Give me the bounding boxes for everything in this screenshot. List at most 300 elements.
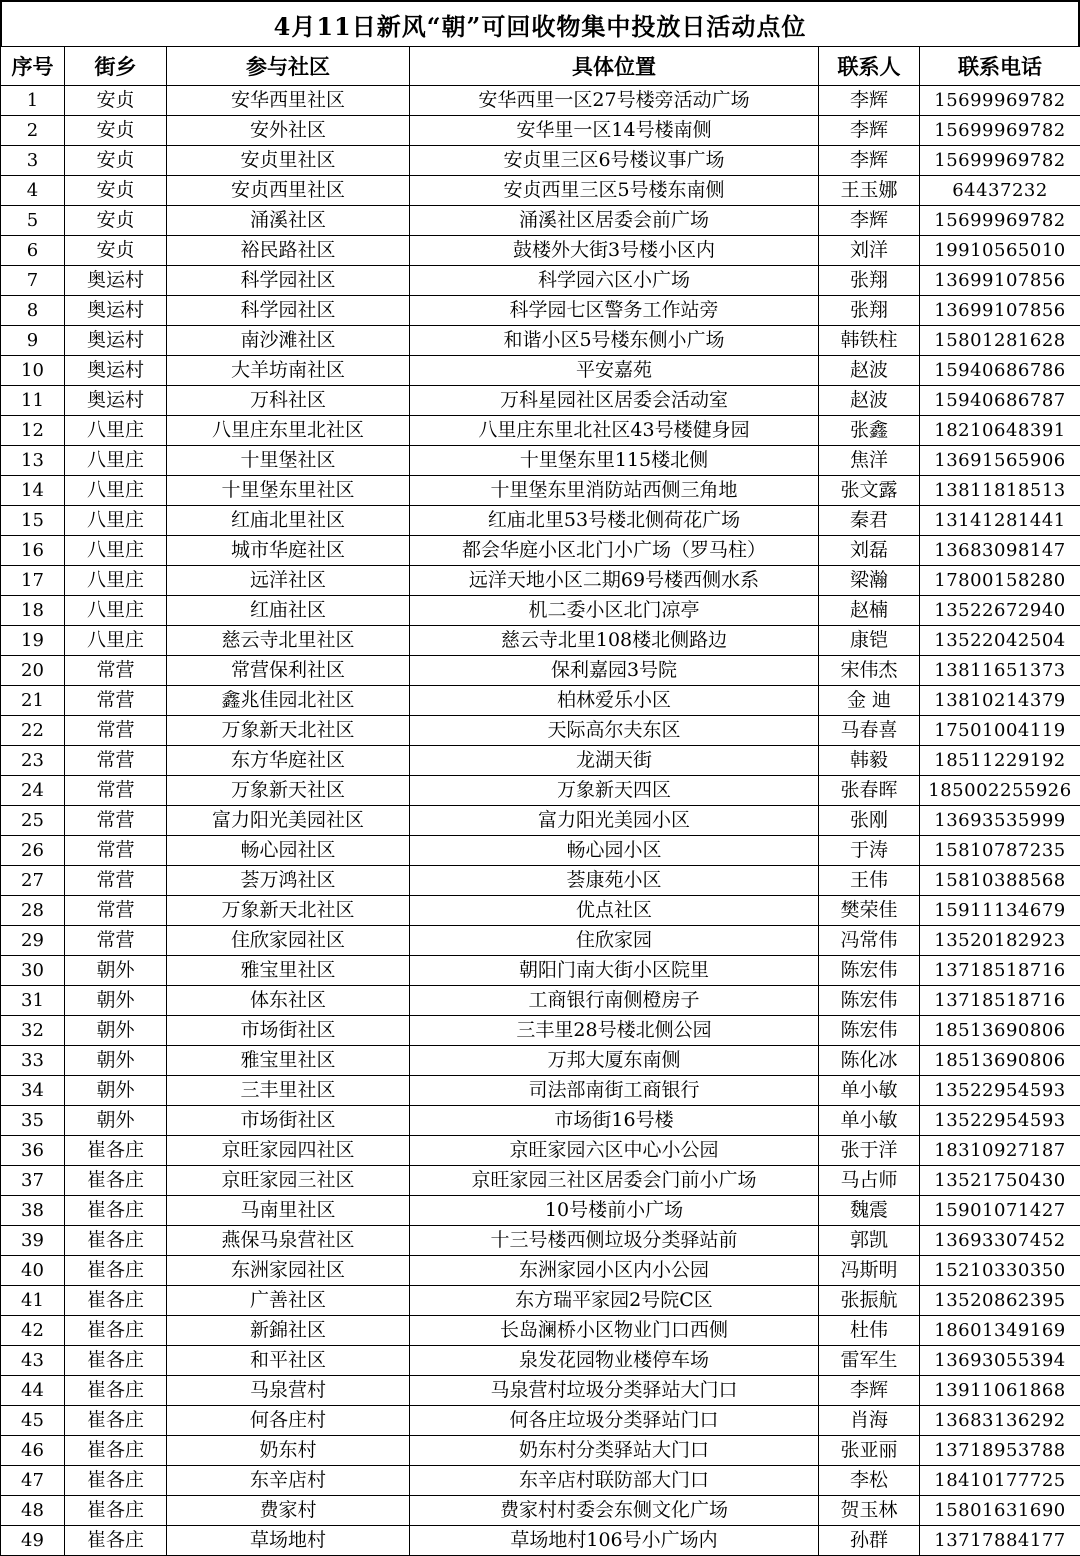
cell-location: 工商银行南侧橙房子 [410,986,819,1016]
cell-index: 14 [1,476,65,506]
table-row [1,956,1080,986]
table-row [1,1496,1080,1526]
cell-location: 费家村村委会东侧文化广场 [410,1496,819,1526]
cell-phone: 15699969782 [920,146,1080,176]
cell-location: 鼓楼外大街3号楼小区内 [410,236,819,266]
table-row [1,536,1080,566]
cell-community: 京旺家园四社区 [167,1136,410,1166]
header-contact: 联系人 [819,47,920,86]
cell-location: 机二委小区北门凉亭 [410,596,819,626]
cell-phone: 18310927187 [920,1136,1080,1166]
cell-contact: 韩毅 [819,746,920,776]
cell-street: 安贞 [65,116,167,146]
cell-index: 18 [1,596,65,626]
cell-phone: 13693055394 [920,1346,1080,1376]
cell-index: 6 [1,236,65,266]
table-row [1,206,1080,236]
cell-street: 常营 [65,716,167,746]
cell-community: 安贞里社区 [167,146,410,176]
cell-community: 东方华庭社区 [167,746,410,776]
table-row [1,1256,1080,1286]
header-phone: 联系电话 [920,47,1080,86]
cell-contact: 贺玉林 [819,1496,920,1526]
cell-street: 朝外 [65,1046,167,1076]
cell-phone: 18513690806 [920,1046,1080,1076]
cell-index: 41 [1,1286,65,1316]
cell-index: 40 [1,1256,65,1286]
table-row [1,986,1080,1016]
cell-phone: 13693307452 [920,1226,1080,1256]
cell-index: 13 [1,446,65,476]
cell-index: 32 [1,1016,65,1046]
cell-contact: 焦洋 [819,446,920,476]
cell-street: 崔各庄 [65,1466,167,1496]
cell-community: 万象新天北社区 [167,716,410,746]
table-row [1,146,1080,176]
cell-phone: 13520862395 [920,1286,1080,1316]
cell-index: 25 [1,806,65,836]
cell-contact: 杜伟 [819,1316,920,1346]
cell-street: 朝外 [65,986,167,1016]
cell-phone: 13522042504 [920,626,1080,656]
cell-phone: 13699107856 [920,266,1080,296]
cell-phone: 15699969782 [920,206,1080,236]
cell-index: 47 [1,1466,65,1496]
cell-location: 京旺家园三社区居委会门前小广场 [410,1166,819,1196]
table-row [1,596,1080,626]
cell-community: 常营保利社区 [167,656,410,686]
cell-contact: 张亚丽 [819,1436,920,1466]
cell-street: 崔各庄 [65,1346,167,1376]
table-row [1,1016,1080,1046]
cell-index: 30 [1,956,65,986]
cell-location: 涌溪社区居委会前广场 [410,206,819,236]
cell-street: 奥运村 [65,356,167,386]
cell-contact: 马春喜 [819,716,920,746]
cell-community: 市场街社区 [167,1106,410,1136]
cell-index: 23 [1,746,65,776]
cell-location: 长岛澜桥小区物业门口西侧 [410,1316,819,1346]
cell-index: 49 [1,1526,65,1556]
cell-contact: 赵波 [819,356,920,386]
cell-community: 万科社区 [167,386,410,416]
cell-phone: 15940686787 [920,386,1080,416]
cell-phone: 13811651373 [920,656,1080,686]
cell-street: 崔各庄 [65,1286,167,1316]
cell-contact: 陈化冰 [819,1046,920,1076]
cell-location: 住欣家园 [410,926,819,956]
cell-phone: 15210330350 [920,1256,1080,1286]
cell-street: 崔各庄 [65,1496,167,1526]
table-row [1,1166,1080,1196]
cell-phone: 18511229192 [920,746,1080,776]
table-row [1,746,1080,776]
cell-community: 广善社区 [167,1286,410,1316]
cell-street: 安贞 [65,236,167,266]
cell-location: 三丰里28号楼北侧公园 [410,1016,819,1046]
cell-street: 朝外 [65,1076,167,1106]
cell-community: 裕民路社区 [167,236,410,266]
cell-phone: 13141281441 [920,506,1080,536]
table-row [1,506,1080,536]
cell-index: 36 [1,1136,65,1166]
cell-contact: 张文露 [819,476,920,506]
cell-phone: 13522954593 [920,1106,1080,1136]
cell-contact: 梁瀚 [819,566,920,596]
cell-phone: 15940686786 [920,356,1080,386]
cell-index: 27 [1,866,65,896]
table-row [1,1316,1080,1346]
cell-phone: 15901071427 [920,1196,1080,1226]
cell-community: 鑫兆佳园北社区 [167,686,410,716]
table-row [1,476,1080,506]
cell-location: 慈云寺北里108楼北侧路边 [410,626,819,656]
cell-community: 安外社区 [167,116,410,146]
cell-location: 奶东村分类驿站大门口 [410,1436,819,1466]
cell-contact: 孙群 [819,1526,920,1556]
cell-street: 八里庄 [65,626,167,656]
cell-phone: 17800158280 [920,566,1080,596]
cell-index: 22 [1,716,65,746]
cell-location: 富力阳光美园小区 [410,806,819,836]
cell-location: 10号楼前小广场 [410,1196,819,1226]
cell-location: 东辛店村联防部大门口 [410,1466,819,1496]
cell-index: 15 [1,506,65,536]
table-row [1,1436,1080,1466]
cell-community: 马南里社区 [167,1196,410,1226]
cell-street: 八里庄 [65,416,167,446]
cell-phone: 13691565906 [920,446,1080,476]
cell-location: 万邦大厦东南侧 [410,1046,819,1076]
cell-phone: 13811818513 [920,476,1080,506]
table-row [1,1346,1080,1376]
cell-location: 东方瑞平家园2号院C区 [410,1286,819,1316]
cell-location: 红庙北里53号楼北侧荷花广场 [410,506,819,536]
cell-contact: 张春晖 [819,776,920,806]
cell-street: 崔各庄 [65,1526,167,1556]
cell-street: 奥运村 [65,296,167,326]
cell-street: 崔各庄 [65,1196,167,1226]
cell-community: 费家村 [167,1496,410,1526]
table-row [1,1226,1080,1256]
cell-contact: 康铠 [819,626,920,656]
cell-index: 39 [1,1226,65,1256]
cell-street: 崔各庄 [65,1256,167,1286]
cell-index: 34 [1,1076,65,1106]
cell-phone: 13683098147 [920,536,1080,566]
cell-index: 5 [1,206,65,236]
cell-contact: 马占师 [819,1166,920,1196]
cell-contact: 王伟 [819,866,920,896]
cell-community: 雅宝里社区 [167,956,410,986]
cell-contact: 肖海 [819,1406,920,1436]
cell-location: 都会华庭小区北门小广场（罗马柱） [410,536,819,566]
cell-contact: 陈宏伟 [819,986,920,1016]
cell-index: 3 [1,146,65,176]
cell-phone: 15801281628 [920,326,1080,356]
cell-community: 红庙北里社区 [167,506,410,536]
cell-contact: 韩铁柱 [819,326,920,356]
cell-contact: 单小敏 [819,1106,920,1136]
table-row [1,416,1080,446]
table-row [1,926,1080,956]
cell-contact: 李松 [819,1466,920,1496]
cell-contact: 樊荣佳 [819,896,920,926]
cell-location: 和谐小区5号楼东侧小广场 [410,326,819,356]
cell-street: 常营 [65,836,167,866]
cell-street: 崔各庄 [65,1166,167,1196]
table-row [1,1136,1080,1166]
cell-index: 26 [1,836,65,866]
cell-phone: 15699969782 [920,116,1080,146]
cell-community: 何各庄村 [167,1406,410,1436]
cell-index: 28 [1,896,65,926]
table-row [1,686,1080,716]
cell-phone: 13521750430 [920,1166,1080,1196]
cell-community: 体东社区 [167,986,410,1016]
cell-location: 安贞里三区6号楼议事广场 [410,146,819,176]
cell-index: 43 [1,1346,65,1376]
table-row [1,446,1080,476]
cell-street: 安贞 [65,206,167,236]
table-row [1,1376,1080,1406]
cell-index: 1 [1,86,65,116]
cell-location: 保利嘉园3号院 [410,656,819,686]
cell-street: 奥运村 [65,266,167,296]
cell-street: 八里庄 [65,566,167,596]
cell-community: 东洲家园社区 [167,1256,410,1286]
table-row [1,176,1080,206]
cell-location: 万象新天四区 [410,776,819,806]
cell-contact: 李辉 [819,206,920,236]
cell-index: 16 [1,536,65,566]
cell-location: 畅心园小区 [410,836,819,866]
table-row [1,386,1080,416]
cell-street: 崔各庄 [65,1136,167,1166]
cell-index: 46 [1,1436,65,1466]
cell-contact: 金 迪 [819,686,920,716]
cell-phone: 17501004119 [920,716,1080,746]
table-row [1,116,1080,146]
cell-street: 八里庄 [65,476,167,506]
cell-index: 31 [1,986,65,1016]
cell-location: 市场街16号楼 [410,1106,819,1136]
cell-index: 4 [1,176,65,206]
cell-contact: 赵波 [819,386,920,416]
cell-contact: 陈宏伟 [819,1016,920,1046]
cell-location: 万科星园社区居委会活动室 [410,386,819,416]
cell-street: 常营 [65,926,167,956]
cell-phone: 13718518716 [920,956,1080,986]
cell-street: 奥运村 [65,386,167,416]
cell-location: 京旺家园六区中心小公园 [410,1136,819,1166]
cell-phone: 18210648391 [920,416,1080,446]
cell-phone: 15911134679 [920,896,1080,926]
cell-community: 万象新天北社区 [167,896,410,926]
table-row [1,266,1080,296]
cell-index: 20 [1,656,65,686]
cell-phone: 13520182923 [920,926,1080,956]
cell-phone: 13699107856 [920,296,1080,326]
cell-street: 常营 [65,776,167,806]
cell-location: 荟康苑小区 [410,866,819,896]
cell-phone: 13718953788 [920,1436,1080,1466]
cell-phone: 15810388568 [920,866,1080,896]
cell-contact: 冯斯明 [819,1256,920,1286]
cell-street: 八里庄 [65,506,167,536]
header-street: 街乡 [65,47,167,86]
cell-phone: 15810787235 [920,836,1080,866]
cell-street: 崔各庄 [65,1316,167,1346]
cell-index: 8 [1,296,65,326]
cell-street: 崔各庄 [65,1406,167,1436]
cell-index: 29 [1,926,65,956]
cell-phone: 64437232 [920,176,1080,206]
cell-street: 常营 [65,866,167,896]
cell-location: 平安嘉苑 [410,356,819,386]
cell-community: 八里庄东里北社区 [167,416,410,446]
cell-community: 十里堡东里社区 [167,476,410,506]
table-row [1,86,1080,116]
cell-contact: 张鑫 [819,416,920,446]
cell-location: 东洲家园小区内小公园 [410,1256,819,1286]
cell-street: 八里庄 [65,536,167,566]
cell-community: 草场地村 [167,1526,410,1556]
cell-contact: 刘磊 [819,536,920,566]
cell-community: 城市华庭社区 [167,536,410,566]
cell-phone: 13693535999 [920,806,1080,836]
cell-contact: 郭凯 [819,1226,920,1256]
cell-contact: 李辉 [819,86,920,116]
cell-contact: 李辉 [819,116,920,146]
cell-location: 安贞西里三区5号楼东南侧 [410,176,819,206]
cell-phone: 185002255926 [920,776,1080,806]
cell-community: 三丰里社区 [167,1076,410,1106]
cell-contact: 陈宏伟 [819,956,920,986]
cell-street: 常营 [65,806,167,836]
table-row [1,326,1080,356]
cell-contact: 张翔 [819,266,920,296]
cell-contact: 张翔 [819,296,920,326]
table-row [1,626,1080,656]
cell-community: 畅心园社区 [167,836,410,866]
cell-street: 八里庄 [65,596,167,626]
cell-index: 42 [1,1316,65,1346]
table-row [1,1076,1080,1106]
cell-phone: 18513690806 [920,1016,1080,1046]
cell-index: 9 [1,326,65,356]
cell-community: 东辛店村 [167,1466,410,1496]
cell-contact: 张于洋 [819,1136,920,1166]
cell-community: 南沙滩社区 [167,326,410,356]
cell-street: 常营 [65,656,167,686]
cell-contact: 宋伟杰 [819,656,920,686]
table-row [1,1526,1080,1556]
cell-phone: 13810214379 [920,686,1080,716]
table-row [1,1406,1080,1436]
table-row [1,776,1080,806]
cell-community: 马泉营村 [167,1376,410,1406]
header-community: 参与社区 [167,47,410,86]
table-row [1,1466,1080,1496]
table-body [1,86,1080,1556]
cell-phone: 15801631690 [920,1496,1080,1526]
cell-phone: 13911061868 [920,1376,1080,1406]
cell-location: 何各庄垃圾分类驿站门口 [410,1406,819,1436]
cell-community: 大羊坊南社区 [167,356,410,386]
cell-street: 朝外 [65,956,167,986]
cell-location: 十里堡东里115楼北侧 [410,446,819,476]
table-row [1,656,1080,686]
cell-phone: 13522672940 [920,596,1080,626]
cell-index: 48 [1,1496,65,1526]
cell-community: 和平社区 [167,1346,410,1376]
cell-index: 35 [1,1106,65,1136]
cell-location: 十三号楼西侧垃圾分类驿站前 [410,1226,819,1256]
cell-community: 慈云寺北里社区 [167,626,410,656]
cell-index: 19 [1,626,65,656]
table-row [1,236,1080,266]
cell-community: 燕保马泉营社区 [167,1226,410,1256]
cell-contact: 雷军生 [819,1346,920,1376]
cell-location: 天际高尔夫东区 [410,716,819,746]
cell-contact: 李辉 [819,1376,920,1406]
cell-index: 12 [1,416,65,446]
cell-contact: 刘洋 [819,236,920,266]
cell-community: 荟万鸿社区 [167,866,410,896]
cell-location: 科学园六区小广场 [410,266,819,296]
cell-street: 安贞 [65,86,167,116]
cell-phone: 13683136292 [920,1406,1080,1436]
cell-street: 朝外 [65,1106,167,1136]
cell-location: 科学园七区警务工作站旁 [410,296,819,326]
cell-location: 优点社区 [410,896,819,926]
activity-points-table [0,46,1080,1556]
cell-index: 38 [1,1196,65,1226]
cell-community: 万象新天社区 [167,776,410,806]
cell-community: 京旺家园三社区 [167,1166,410,1196]
cell-community: 住欣家园社区 [167,926,410,956]
cell-contact: 张振航 [819,1286,920,1316]
cell-community: 红庙社区 [167,596,410,626]
cell-index: 2 [1,116,65,146]
cell-community: 安贞西里社区 [167,176,410,206]
header-location: 具体位置 [410,47,819,86]
cell-index: 17 [1,566,65,596]
table-row [1,1046,1080,1076]
cell-street: 安贞 [65,176,167,206]
cell-location: 马泉营村垃圾分类驿站大门口 [410,1376,819,1406]
cell-location: 远洋天地小区二期69号楼西侧水系 [410,566,819,596]
table-row [1,806,1080,836]
cell-community: 涌溪社区 [167,206,410,236]
cell-location: 十里堡东里消防站西侧三角地 [410,476,819,506]
table-row [1,566,1080,596]
cell-location: 柏林爱乐小区 [410,686,819,716]
cell-contact: 秦君 [819,506,920,536]
table-row [1,1196,1080,1226]
cell-phone: 18410177725 [920,1466,1080,1496]
table-row [1,866,1080,896]
cell-location: 安华里一区14号楼南侧 [410,116,819,146]
cell-community: 科学园社区 [167,266,410,296]
cell-index: 37 [1,1166,65,1196]
table-row [1,896,1080,926]
cell-phone: 13522954593 [920,1076,1080,1106]
table-row [1,356,1080,386]
cell-community: 安华西里社区 [167,86,410,116]
cell-contact: 单小敏 [819,1076,920,1106]
